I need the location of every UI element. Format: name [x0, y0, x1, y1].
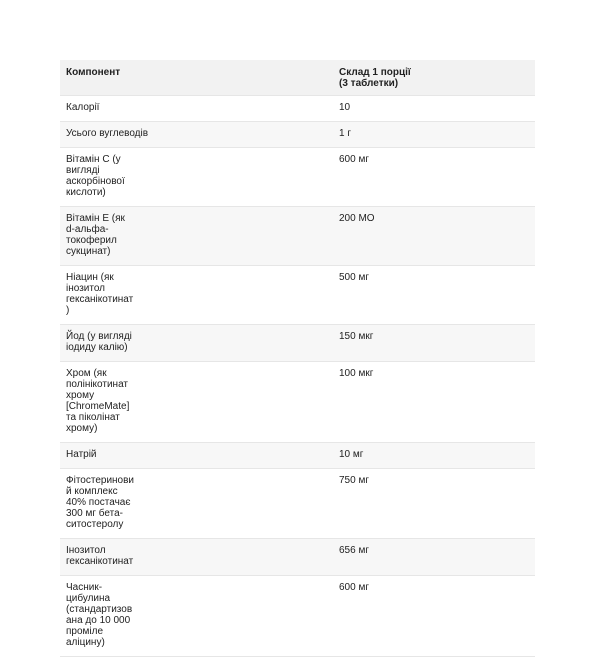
row-amount: 600 мг [339, 154, 369, 165]
table-row [60, 207, 535, 266]
header-component: Компонент [60, 60, 333, 96]
row-component-name: Вітамін С (у вигляді аскорбінової кислоти) [66, 154, 125, 198]
composition-table-container [60, 60, 535, 657]
table-row [60, 122, 535, 148]
row-amount: 150 мкг [339, 331, 374, 342]
row-amount: 656 мг [339, 545, 369, 556]
table-row [60, 266, 535, 325]
row-amount: 1 г [339, 128, 351, 139]
table-row [60, 148, 535, 207]
row-component-name: Калорії [66, 102, 100, 113]
header-serving [333, 60, 535, 96]
row-component-name: Йод (у вигляді іодиду калію) [66, 331, 132, 353]
table-row [60, 96, 535, 122]
row-amount: 750 мг [339, 475, 369, 486]
row-component-name: Вітамін Е (як d-альфа-токоферил сукцинат) [66, 213, 125, 257]
row-amount: 100 мкг [339, 368, 374, 379]
row-amount: 10 [339, 102, 351, 113]
row-component-name: Хром (як полінікотинат хрому [ChromeMate] та піколінат хрому) [66, 368, 130, 434]
row-component-name: Часник-цибулина (стандартизована до 10 000 проміле аліцину) [66, 582, 133, 648]
row-component-name: Усього вуглеводів [66, 128, 149, 139]
row-component-name: Інозитол гексанікотинат [66, 545, 134, 567]
table-row [60, 443, 535, 469]
table-row [60, 469, 535, 539]
row-component-name: Натрій [66, 449, 97, 460]
table-row [60, 325, 535, 362]
composition-table [60, 60, 535, 657]
table-row [60, 576, 535, 657]
table-header-row [60, 60, 535, 96]
row-amount: 200 МО [339, 213, 375, 224]
row-amount: 500 мг [339, 272, 369, 283]
row-amount: 600 мг [339, 582, 369, 593]
header-serving-label: Склад 1 порції (3 таблетки) [339, 67, 411, 89]
row-component-name: Ніацин (як інозитол гексанікотинат) [66, 272, 134, 316]
row-amount: 10 мг [339, 449, 364, 460]
table-row [60, 539, 535, 576]
table-row [60, 362, 535, 443]
row-component-name: Фітостериновий комплекс 40% постачає 300 мг бета-ситостеролу [66, 475, 135, 530]
